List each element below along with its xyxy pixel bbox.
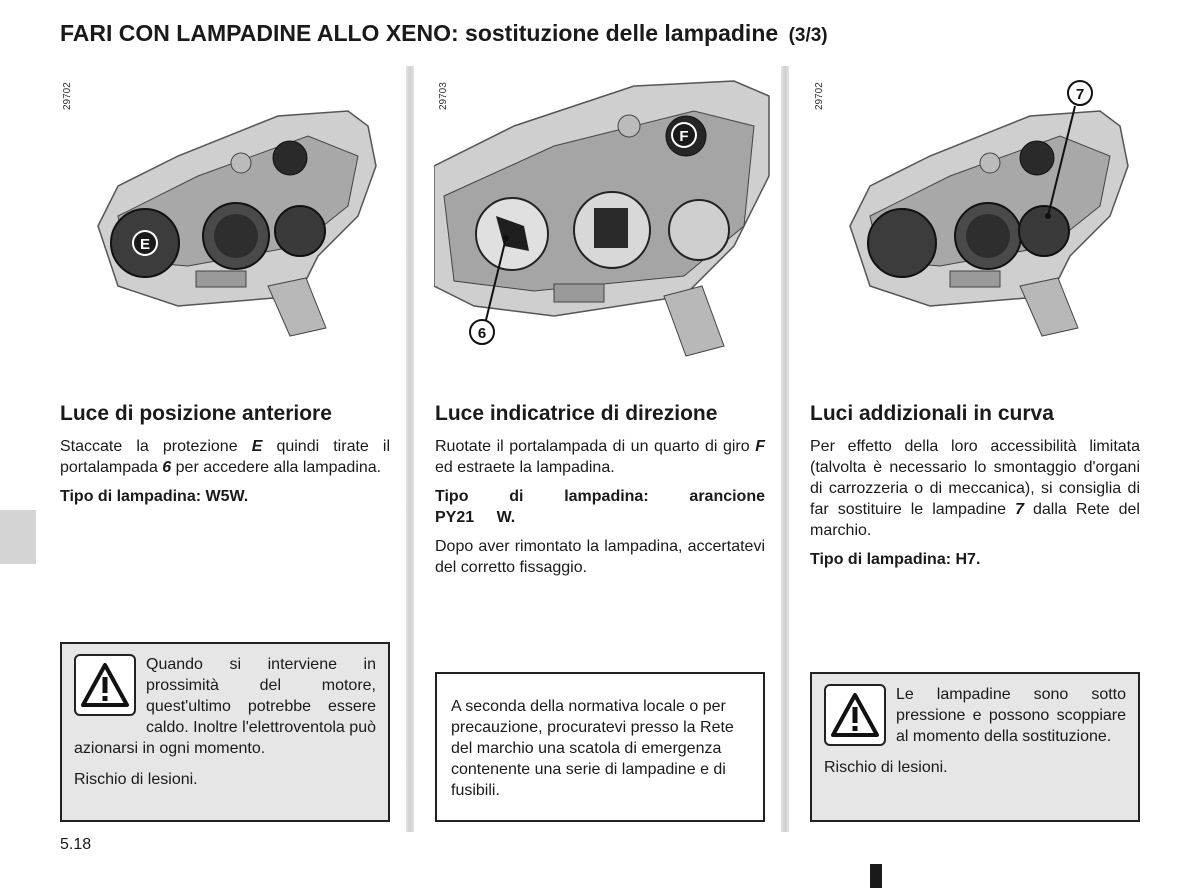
text-run: Staccate la protezione (60, 438, 252, 455)
figure-ref-code: 29702 (814, 82, 825, 110)
warning-note: Rischio di lesioni. (74, 771, 198, 788)
page-edge-marker (870, 864, 882, 888)
info-box (435, 672, 765, 822)
figure-headlamp-position-light (58, 66, 420, 380)
ref-number: 7 (1015, 501, 1024, 518)
refit-note: Dopo aver rimontato la lampadina, accertatevi del corretto fissaggio. (435, 538, 765, 576)
page-title-suffix: (3/3) (788, 25, 828, 46)
instruction-paragraph (435, 436, 765, 478)
warning-note: Rischio di lesioni. (824, 759, 948, 776)
warning-text: Le lampadine sono sotto pressione e possono scoppiare al momento della sostituzione. (896, 686, 1126, 745)
bulb-type: Tipo di lampadina: W5W. (60, 488, 249, 505)
warning-triangle-icon (824, 684, 886, 746)
text-run: per accedere alla lampadina. (171, 459, 382, 476)
info-text: A seconda della normativa locale o per precauzione, procuratevi presso la Rete del marchio una scatola di emergenza contenente una serie di lampadine e di fusibili. (451, 698, 734, 799)
text-run: Per effetto della loro accessibilità limitata (talvolta è necessario lo smontaggio d'organi di carrozzeria o di meccanica), si consiglia di far sostituire le lampadine (810, 438, 1140, 518)
figure-headlamp-cornering (810, 66, 1172, 380)
ref-number: 6 (162, 459, 172, 476)
ref-letter: F (755, 438, 765, 455)
instruction-paragraph (60, 436, 390, 478)
bulb-type: Tipo di lampadina: arancione PY21 W. (435, 488, 765, 526)
text-run: quindi tirate il portalampada (60, 438, 390, 476)
warning-text: Quando si interviene in prossimità del motore, quest'ultimo potrebbe essere caldo. Inoltre l'elettroventola può azionarsi in ogni momento. (74, 656, 376, 757)
headlamp-illustration (434, 66, 796, 380)
section-title-position-light: Luce di posizione anteriore (60, 402, 332, 425)
callout-7: 7 (1075, 86, 1085, 103)
warning-box (810, 672, 1140, 822)
headlamp-illustration (810, 66, 1172, 380)
column-body-2 (435, 436, 765, 586)
callout-6: 6 (477, 325, 487, 342)
section-title-indicator: Luce indicatrice di direzione (435, 402, 718, 425)
ref-letter: E (251, 438, 263, 455)
callout-e: E (139, 236, 151, 253)
text-run: ed estraete la lampadina. (435, 459, 615, 476)
column-body-1 (60, 436, 390, 515)
warning-box (60, 642, 390, 822)
text-run: Ruotate il portalampada di un quarto di giro (435, 438, 756, 455)
headlamp-illustration (58, 66, 420, 380)
chapter-tab (0, 510, 36, 564)
warning-triangle-icon (74, 654, 136, 716)
column-body-3 (810, 436, 1140, 578)
page-number: 5.18 (60, 836, 92, 853)
page-title-text: FARI CON LAMPADINE ALLO XENO: sostituzione delle lampadine (60, 20, 779, 46)
bulb-type: Tipo di lampadina: H7. (810, 551, 981, 568)
instruction-paragraph (810, 436, 1140, 541)
callout-f: F (679, 128, 689, 145)
figure-headlamp-indicator (434, 66, 796, 380)
section-title-cornering: Luci addizionali in curva (810, 402, 1054, 425)
text-run: dalla Rete del marchio. (810, 501, 1140, 539)
figure-ref-code: 29703 (438, 82, 449, 110)
figure-ref-code: 29702 (62, 82, 73, 110)
page-title (60, 20, 828, 47)
